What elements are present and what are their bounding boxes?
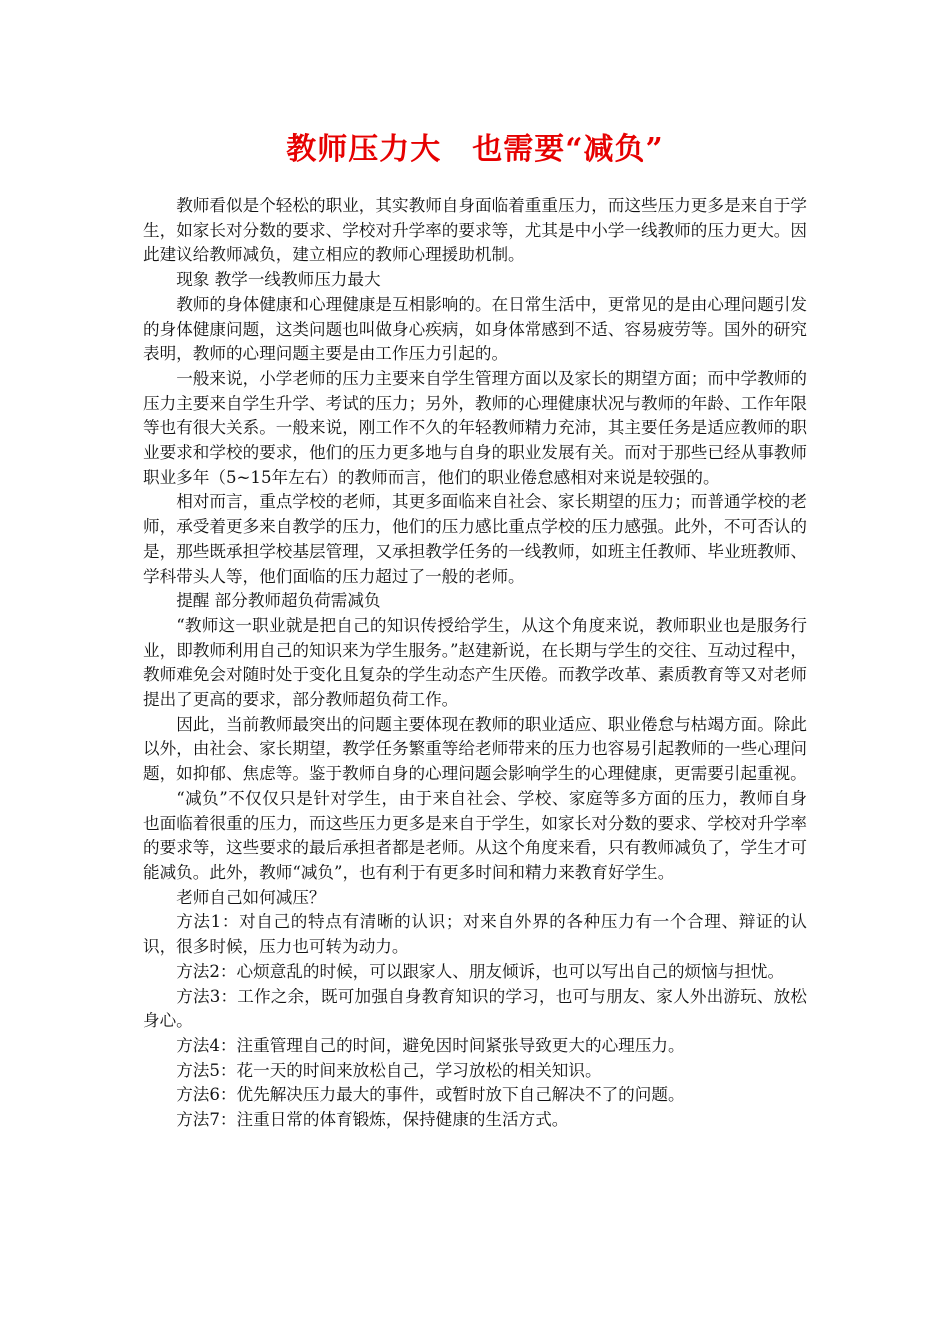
method-item: 方法5：花一天的时间来放松自己，学习放松的相关知识。 bbox=[176, 1060, 602, 1080]
paragraph: 教师的身体健康和心理健康是互相影响的。在日常生活中，更常见的是由心理问题引发的身体健康问题，这类问题也叫做身心疾病，如身体常感到不适、容易疲劳等。国外的研究表明，教师的心理问题主要是由工作压力引起的。 bbox=[143, 294, 807, 364]
paragraph: 一般来说，小学老师的压力主要来自学生管理方面以及家长的期望方面；而中学教师的压力主要来自学生升学、考试的压力；另外，教师的心理健康状况与教师的年龄、工作年限等也有很大关系。一般来说，刚工作不久的年轻教师精力充沛，其主要任务是适应教师的职业要求和学校的要求，他们的压力更多地与自身的职业发展有关。而对于那些已经从事教师职业多年（5~15年左右）的教师而言，他们的职业倦怠感相对来说是较强的。 bbox=[143, 368, 807, 487]
section-heading-phenomenon: 现象 教学一线教师压力最大 bbox=[176, 270, 381, 290]
paragraph: 相对而言，重点学校的老师，其更多面临来自社会、家长期望的压力；而普通学校的老师，承受着更多来自教学的压力，他们的压力感比重点学校的压力感强。此外，不可否认的是，那些既承担学校基层管理，又承担教学任务的一线教师，如班主任教师、毕业班教师、学科带头人等，他们面临的压力超过了一般的老师。 bbox=[143, 492, 807, 586]
paragraph: “教师这一职业就是把自己的知识传授给学生，从这个角度来说，教师职业也是服务行业，即教师利用自己的知识来为学生服务。”赵建新说，在长期与学生的交往、互动过程中，教师难免会对随时处于变化且复杂的学生动态产生厌倦。而教学改革、素质教育等又对老师提出了更高的要求，部分教师超负荷工作。 bbox=[143, 615, 807, 710]
method-item: 方法3：工作之余，既可加强自身教育知识的学习，也可与朋友、家人外出游玩、放松身心。 bbox=[143, 986, 807, 1031]
method-item: 方法6：优先解决压力最大的事件，或暂时放下自己解决不了的问题。 bbox=[176, 1085, 685, 1105]
paragraph: 因此，当前教师最突出的问题主要体现在教师的职业适应、职业倦怠与枯竭方面。除此以外，由社会、家长期望，教学任务繁重等给老师带来的压力也容易引起教师的一些心理问题，如抑郁、焦虑等。鉴于教师自身的心理问题会影响学生的心理健康，更需要引起重视。 bbox=[143, 714, 807, 784]
paragraph-intro: 教师看似是个轻松的职业，其实教师自身面临着重重压力，而这些压力更多是来自于学生，如家长对分数的要求、学校对升学率的要求等，尤其是中小学一线教师的压力更大。因此建议给教师减负，建立相应的教师心理援助机制。 bbox=[143, 196, 807, 265]
method-item: 方法4：注重管理自己的时间，避免因时间紧张导致更大的心理压力。 bbox=[176, 1035, 685, 1055]
paragraph: “减负”不仅仅只是针对学生，由于来自社会、学校、家庭等多方面的压力，教师自身也面临着很重的压力，而这些压力更多是来自于学生，如家长对分数的要求、学校对升学率的要求等，这些要求的最后承担者都是老师。从这个角度来看，只有教师减负了，学生才可能减负。此外，教师“减负”，也有利于有更多时间和精力来教育好学生。 bbox=[143, 788, 807, 882]
document-title: 教师压力大 也需要“减负” bbox=[286, 132, 664, 167]
method-item: 方法1：对自己的特点有清晰的认识；对来自外界的各种压力有一个合理、辩证的认识，很多时候，压力也可转为动力。 bbox=[143, 912, 807, 957]
method-item: 方法7：注重日常的体育锻炼，保持健康的生活方式。 bbox=[176, 1110, 569, 1130]
section-heading-methods: 老师自己如何减压？ bbox=[176, 887, 326, 907]
section-heading-reminder: 提醒 部分教师超负荷需减负 bbox=[176, 591, 381, 611]
document-body bbox=[143, 194, 807, 1133]
method-item: 方法2：心烦意乱的时候，可以跟家人、朋友倾诉，也可以写出自己的烦恼与担忧。 bbox=[176, 961, 785, 981]
